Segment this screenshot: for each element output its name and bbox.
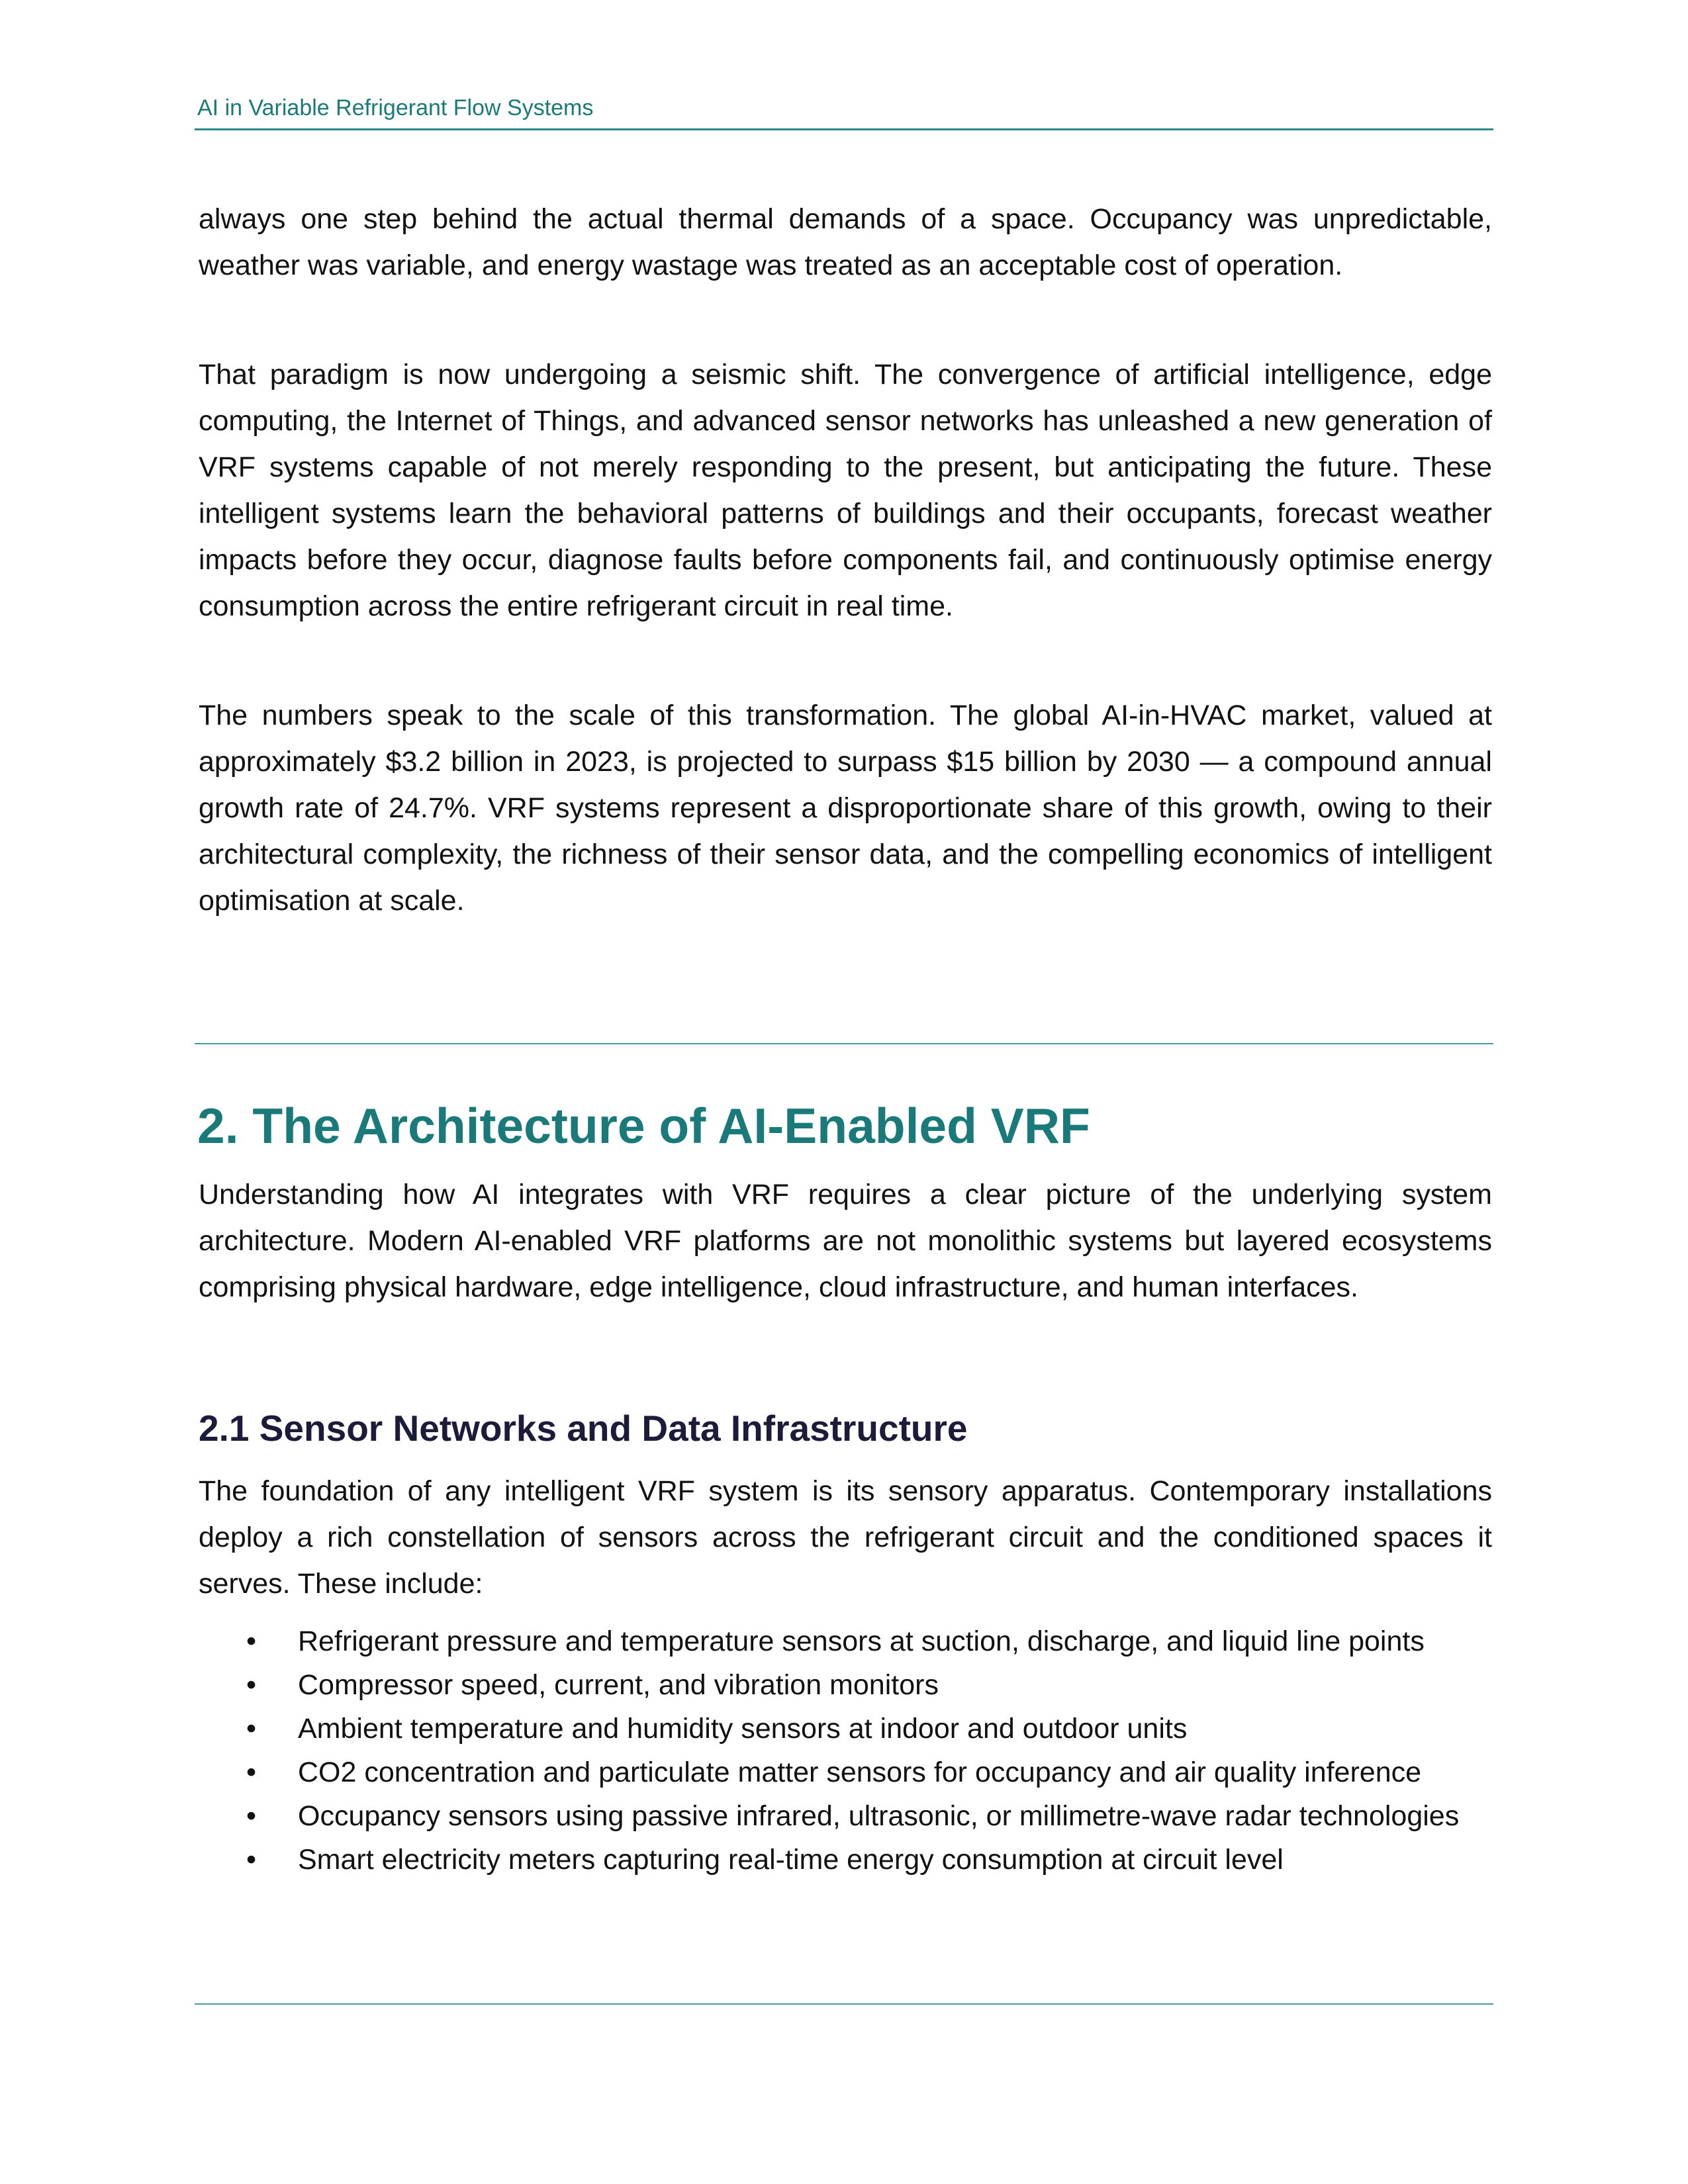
footer-divider bbox=[195, 2003, 1493, 2005]
bullet-text: Compressor speed, current, and vibration monitors bbox=[298, 1669, 939, 1701]
header-divider bbox=[195, 128, 1493, 130]
body-paragraph-paradigm-shift: That paradigm is now undergoing a seismic shift. The convergence of artificial intelligence, edge computing, the Internet of Things, and advanced sensor networks has unleashed a new generation of VRF systems capable of not merely responding to the present, but anticipating the future. These intelligent systems learn the behavioral patterns of buildings and their occupants, forecast weather impacts before they occur, diagnose faults before components fail, and continuously optimise energy consumption across the entire refrigerant circuit in real time. bbox=[199, 359, 1492, 622]
bullet-marker: • bbox=[246, 1800, 257, 1832]
section-heading: 2. The Architecture of AI-Enabled VRF bbox=[197, 1098, 1090, 1154]
bullet-marker: • bbox=[246, 1625, 257, 1657]
bullet-item bbox=[199, 1624, 1483, 1659]
bullet-marker: • bbox=[246, 1844, 257, 1876]
sensor-bullet-list bbox=[199, 1624, 1492, 1886]
bullet-item bbox=[199, 1668, 1483, 1702]
bullet-marker: • bbox=[246, 1669, 257, 1701]
bullet-item bbox=[199, 1711, 1483, 1746]
bullet-item bbox=[199, 1799, 1483, 1833]
body-paragraph-market-numbers: The numbers speak to the scale of this transformation. The global AI-in-HVAC market, valued at approximately $3.2 billion in 2023, is projected to surpass $15 billion by 2030 — a compound annual growth rate of 24.7%. VRF systems represent a disproportionate share of this growth, owing to their architectural complexity, the richness of their sensor data, and the compelling economics of intelligent optimisation at scale. bbox=[199, 700, 1492, 917]
bullet-text: Smart electricity meters capturing real-time energy consumption at circuit level bbox=[298, 1844, 1284, 1876]
bullet-text: CO2 concentration and particulate matter sensors for occupancy and air quality inference bbox=[298, 1756, 1422, 1788]
bullet-item bbox=[199, 1843, 1483, 1877]
running-header-title: AI in Variable Refrigerant Flow Systems bbox=[197, 95, 594, 120]
subsection-heading: 2.1 Sensor Networks and Data Infrastructure bbox=[199, 1408, 968, 1449]
subsection-intro-paragraph: The foundation of any intelligent VRF system is its sensory apparatus. Contemporary installations deploy a rich constellation of sensors across the refrigerant circuit and the conditioned spaces it serves. These include: bbox=[199, 1475, 1492, 1600]
body-paragraph-continuation: always one step behind the actual thermal demands of a space. Occupancy was unpredictable, weather was variable, and energy wastage was treated as an acceptable cost of operation. bbox=[199, 203, 1492, 281]
bullet-text: Ambient temperature and humidity sensors at indoor and outdoor units bbox=[298, 1713, 1188, 1745]
bullet-marker: • bbox=[246, 1713, 257, 1745]
section-intro-paragraph: Understanding how AI integrates with VRF requires a clear picture of the underlying system architecture. Modern AI-enabled VRF platforms are not monolithic systems but layered ecosystems comprising physical hardware, edge intelligence, cloud infrastructure, and human interfaces. bbox=[199, 1179, 1492, 1303]
section-divider bbox=[195, 1043, 1493, 1044]
bullet-text: Occupancy sensors using passive infrared, ultrasonic, or millimetre-wave radar technologies bbox=[298, 1800, 1460, 1832]
bullet-text: Refrigerant pressure and temperature sensors at suction, discharge, and liquid line points bbox=[298, 1625, 1425, 1657]
bullet-item bbox=[199, 1755, 1483, 1790]
bullet-marker: • bbox=[246, 1756, 257, 1788]
